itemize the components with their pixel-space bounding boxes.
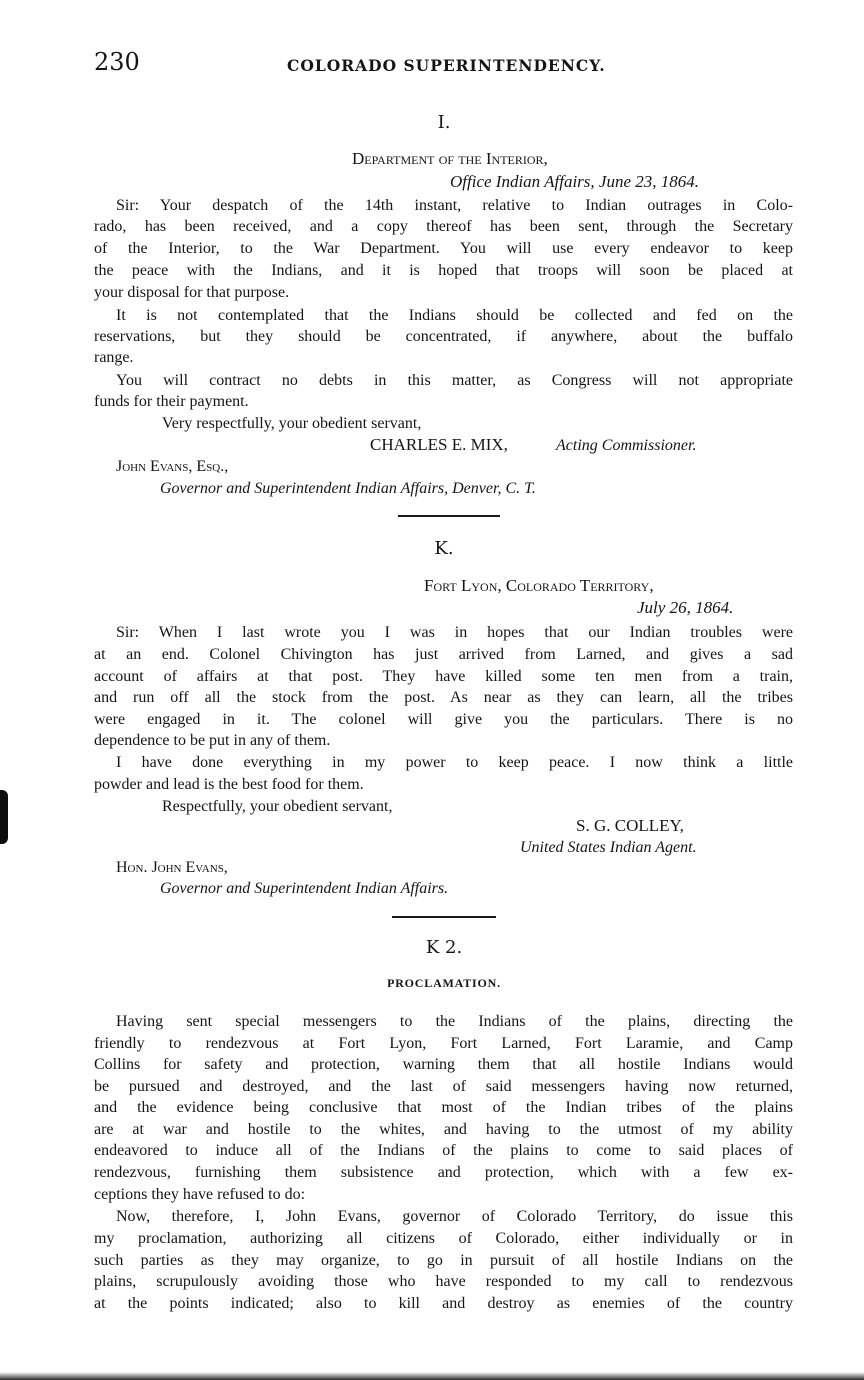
running-head	[94, 48, 794, 80]
section-i-label: I.	[437, 112, 451, 133]
section-i-signer: CHARLES E. MIX,	[370, 435, 508, 454]
section-k-closing: Respectfully, your obedient servant,	[162, 798, 393, 815]
section-i-addressee: John Evans, Esq.,	[116, 458, 229, 475]
section-i-signer-title: Acting Commissioner.	[556, 437, 697, 454]
section-k2-line: Having sent special messengers to the Indians of the plains, directing the	[116, 1013, 793, 1030]
section-i-closing: Very respectfully, your obedient servant,	[162, 415, 422, 432]
section-k2-line: friendly to rendezvous at Fort Lyon, Fort Larned, Fort Laramie, and Camp	[94, 1035, 793, 1052]
section-k2-line: be pursued and destroyed, and the last of said messengers having now returned,	[94, 1078, 793, 1095]
section-k-signer: S. G. COLLEY,	[576, 816, 684, 835]
section-k-line: were engaged in it. The colonel will give you the particulars. There is no	[94, 711, 793, 728]
section-k2-line: such parties as they may organize, to go in pursuit of all hostile Indians on the	[94, 1252, 793, 1269]
section-k2-line: at the points indicated; also to kill and destroy as enemies of the country	[94, 1295, 793, 1312]
section-i-line: reservations, but they should be concentrated, if anywhere, about the buffalo	[94, 328, 793, 345]
binding-mark	[0, 790, 8, 844]
section-i-office-date: Office Indian Affairs, June 23, 1864.	[450, 172, 699, 191]
proclamation-heading: PROCLAMATION.	[387, 976, 501, 990]
section-k2-line: Collins for safety and protection, warning them that all hostile Indians would	[94, 1056, 793, 1073]
section-k-line: Sir: When I last wrote you I was in hopes that our Indian troubles were	[116, 624, 793, 641]
section-i-line: of the Interior, to the War Department. You will use every endeavor to keep	[94, 240, 793, 257]
section-k2-line: ceptions they have refused to do:	[94, 1186, 306, 1203]
section-k-line: account of affairs at that post. They have killed some ten men from a train,	[94, 668, 793, 685]
section-k2-line: are at war and hostile to the whites, and having to the utmost of my ability	[94, 1121, 793, 1138]
section-i-addressee-title: Governor and Superintendent Indian Affairs, Denver, C. T.	[160, 480, 536, 497]
section-k-addressee: Hon. John Evans,	[116, 859, 228, 876]
section-k-addressee-title: Governor and Superintendent Indian Affairs.	[160, 880, 449, 897]
section-i-line: Sir: Your despatch of the 14th instant, relative to Indian outrages in Colo-	[116, 197, 793, 214]
section-k2-line: endeavored to induce all of the Indians of the plains to come to said places of	[94, 1142, 793, 1159]
section-k-line: at an end. Colonel Chivington has just arrived from Larned, and gives a sad	[94, 646, 793, 663]
section-k2-line: rendezvous, furnishing them subsistence and protection, which with a few ex-	[94, 1164, 793, 1181]
section-i-line: rado, has been received, and a copy thereof has been sent, through the Secretary	[94, 218, 793, 235]
section-k-date: July 26, 1864.	[637, 598, 734, 617]
section-i-line: funds for their payment.	[94, 393, 249, 410]
section-divider	[398, 515, 500, 517]
section-k-signer-title: United States Indian Agent.	[520, 839, 697, 856]
section-k-place: Fort Lyon, Colorado Territory,	[424, 576, 654, 595]
section-k-line: dependence to be put in any of them.	[94, 732, 331, 749]
section-k2-line: and the evidence being conclusive that most of the Indian tribes of the plains	[94, 1099, 793, 1116]
section-k-line: powder and lead is the best food for them.	[94, 776, 364, 793]
section-k2-label: K 2.	[425, 937, 463, 958]
section-k2-line: plains, scrupulously avoiding those who have responded to my call to rendezvous	[94, 1273, 793, 1290]
page-bottom-edge	[0, 1372, 864, 1380]
section-i-line: It is not contemplated that the Indians should be collected and fed on the	[116, 307, 793, 324]
section-k-label: K.	[434, 538, 454, 559]
section-i-line: your disposal for that purpose.	[94, 284, 290, 301]
section-i-department: Department of the Interior,	[352, 149, 548, 168]
section-i-line: range.	[94, 349, 134, 366]
section-k2-line: my proclamation, authorizing all citizens of Colorado, either individually or in	[94, 1230, 793, 1247]
section-k-line: I have done everything in my power to keep peace. I now think a little	[116, 754, 793, 771]
section-i-line: You will contract no debts in this matter, as Congress will not appropriate	[116, 372, 793, 389]
section-i-line: the peace with the Indians, and it is hoped that troops will soon be placed at	[94, 262, 793, 279]
section-k2-line: Now, therefore, I, John Evans, governor of Colorado Territory, do issue this	[116, 1208, 793, 1225]
section-k-line: and run off all the stock from the post. As near as they can learn, all the tribes	[94, 689, 793, 706]
running-title: COLORADO SUPERINTENDENCY.	[287, 56, 606, 75]
section-divider	[392, 916, 496, 918]
page-number: 230	[94, 48, 140, 76]
